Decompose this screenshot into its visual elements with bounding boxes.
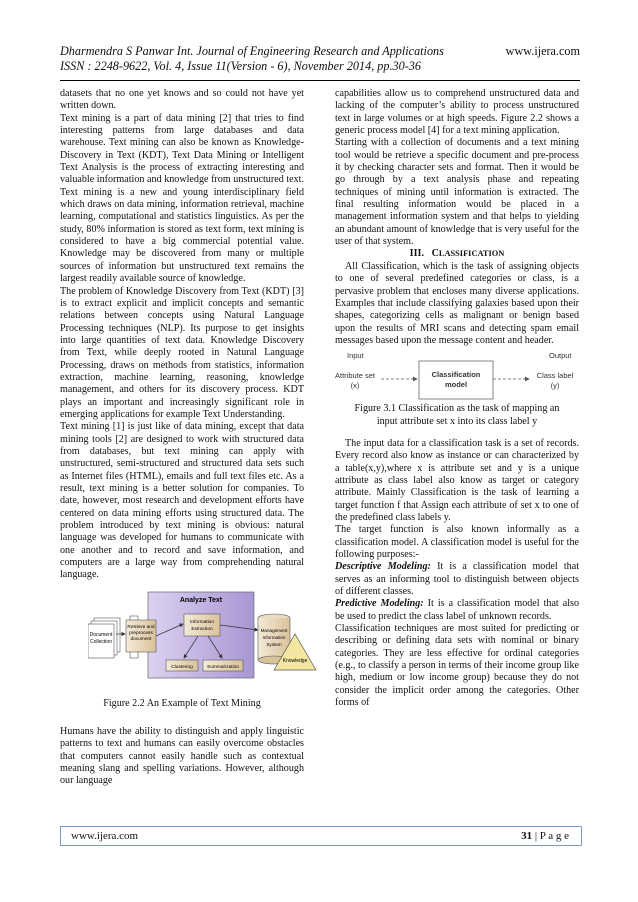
mis-label-3: System [266,641,282,647]
info-extraction-label-2: Extraction [191,626,213,632]
header-citation-line1: Dharmendra S Panwar Int. Journal of Engineering Research and Applications [60,44,444,58]
section-number: III. [409,248,424,260]
mis-label-1: Management [260,627,288,633]
knowledge-icon [272,632,318,676]
attribute-set-label: Attribute set [335,371,376,381]
mis-label-2: Information [262,634,286,640]
page-word: P a g e [539,830,569,842]
figure-3-1-caption: Figure 3.1 Classification as the task of mapping an input attribute set x into its class label y [354,403,560,427]
retrieve-label-1: Retrieve and [127,624,155,630]
figure-classification-task [335,351,575,403]
page-number [521,827,569,845]
header-url[interactable]: www.ijera.com [505,44,580,58]
class-label-symbol: (y) [550,381,560,391]
classification-diagram [335,351,575,403]
paragraph [335,598,579,623]
term-descriptive-modeling: Descriptive Modeling: [335,561,431,573]
term-predictive-modeling: Predictive Modeling: [335,598,424,610]
paragraph: capabilities allow us to comprehend unstructured data and lacking of the computer’s ability to process unstructured text in large volumes or at high speeds. Figure 2.2 shows a generic process model [4] for a text mining application. [335,88,579,137]
information-extraction-box [184,614,220,636]
paragraph [335,561,579,598]
page-separator: | [532,830,540,842]
output-label: Output [549,351,572,361]
retrieve-label-2: preprocess [129,630,153,636]
paragraph: Classification techniques are most suited for predicting or describing or defining data sets with nominal or binary categories. They are less effective for ordinal categories (e.g., to classify a person in terms of their income group like high, medium or low income group) because they do not consider the implicit order among the categories. Other forms of [335,623,579,709]
running-header [60,44,580,74]
text-mining-diagram [88,590,302,688]
footer-url[interactable]: www.ijera.com [71,830,139,842]
classification-model-label-2: model [444,380,468,390]
analyze-text-label: Analyze Text [179,596,223,604]
class-label-label: Class label [536,371,574,381]
document-collection-label: Document [89,631,113,638]
figure-2-2-caption: Figure 2.2 An Example of Text Mining [103,697,261,709]
paragraph: The problem of Knowledge Discovery from Text (KDT) [3] is to extract explicit and implicit concepts and semantic relations between concepts using Natural Language Processing techniques (NLP). Its purpose to get insights into large quantities of text data. Knowledge Discovery from Text, while deeply rooted in Natural Language Processing, draws on methods from statistics, information extraction, machine learning, reasoning, knowledge management, and others for its discovery process. KDT plays an important and increasingly significant role in emerging applications for example Text Understanding. [60,285,304,420]
paragraph: Text mining [1] is just like of data mining, except that data mining tools [2] are designed to work with structured data from databases, but text mining can apply with unstructured, semi-structured and structured data sets such as Internet files (HTML), emails and full text files etc. As a result, text mining is a better solution for companies. To date, however, most research and development efforts have centered on data mining efforts using structured data. The problem introduced by text mining is obvious: natural language was developed for humans to communicate with one another and to record and save information, and computers are a large way from comprehending natural language. [60,421,304,581]
right-column [335,88,579,709]
figure-text-mining-process [88,590,302,688]
definition-text: It is a classification model that also be used to predict the class label of unknown records. [335,598,579,622]
summarization-label: Summarization [207,664,239,670]
paragraph: Starting with a collection of documents and a text mining tool would be retrieve a specific document and pre-process it by checking character sets and format. Then it would be go through by a text analysis phase and repeating techniques of mining until information is extracted. The final resulting information would be placed in a management information system and that helps to yielding an abundant amount of knowledge that is very useful for the user of that system. [335,137,579,248]
page-number-value: 31 [521,830,533,842]
page-footer [60,826,582,846]
clustering-label: Clustering [171,664,193,670]
classification-model-label: Classification [431,370,481,380]
header-citation-line2: ISSN : 2248-9622, Vol. 4, Issue 11(Version - 6), November 2014, pp.30-36 [60,59,421,73]
knowledge-label: Knowledge [282,658,308,664]
attribute-set-symbol: (x) [350,381,360,391]
paragraph: The target function is also known informally as a classification model. A classification model is useful for the following purposes:- [335,524,579,560]
header-rule [60,80,580,81]
retrieve-label-3: document [130,636,152,642]
definition-text: It is a classification model that serves as an informing tool to distinguish between objects of different classes. [335,561,579,598]
info-extraction-label-1: Information [190,619,214,625]
paragraph: Text mining is a part of data mining [2] that tries to find interesting patterns from large databases and data warehouse. Text mining can also be known as Knowledge-Discovery in Text (KDT), Text Data Mining or Intelligent Text Analysis is the process of extracting interesting and valuable information and knowledge from unstructured text. Text mining is a new and young interdisciplinary field which draws on data mining, information retrieval, machine learning, computational and statistics linguistics. As per the study, 80% information is stored as text form, text mining is considered to have a big commercial potential value. Knowledge may be discovered from many or multiple sources of information but unstructured text remains the largest readily available source of knowledge. [60,112,304,285]
paragraph: The input data for a classification task is a set of records. Every record also know as instance or can characterized by a table(x,y),where x is attribute set and y is a unique attribute as class label also know as target or category attribute. Mainly Classification is the task of learning a target function f that Assign each attribute of set x to one of the predefined class labels y. [335,437,579,523]
paragraph: Humans have the ability to distinguish and apply linguistic patterns to text and humans can easily overcome obstacles that computers cannot easily handle such as contextual meaning slang and spelling variations. However, although our language [60,726,304,787]
section-title-rest: LASSIFICATION [438,249,505,259]
knowledge-triangle [294,88,334,126]
input-label: Input [347,351,364,361]
document-collection-label-2: Collection [90,638,112,645]
paragraph: All Classification, which is the task of assigning objects to one of several predefined categories or class, is a pervasive problem that encloses many diverse applications. Examples that include classifying galaxies based upon their shapes, categorizing cells as malignant or benign based upon the results of MRI scans and detecting spam email messages based upon the message content and header. [335,260,579,346]
section-title-initial: C [431,248,439,260]
left-column [60,88,304,788]
section-heading [335,248,579,260]
paragraph: datasets that no one yet knows and so could not have yet written down. [60,88,304,112]
